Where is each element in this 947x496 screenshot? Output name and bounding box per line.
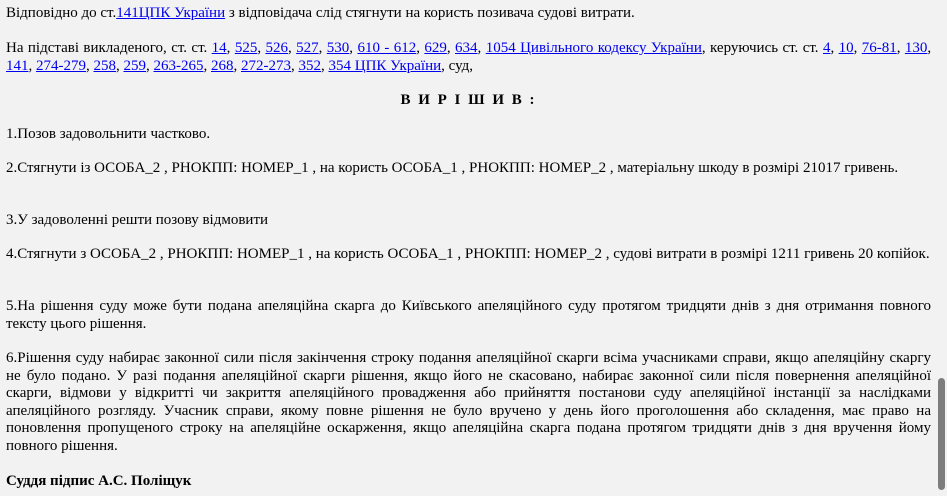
cpc-article-link[interactable]: 274-279: [36, 57, 86, 74]
cpc-article-link[interactable]: 10: [838, 40, 854, 56]
cpc-article-link[interactable]: 4: [822, 40, 831, 56]
cpc-article-link[interactable]: 76-81: [861, 40, 897, 56]
cpc-article-link[interactable]: 268: [211, 57, 234, 74]
cpc-article-link[interactable]: 263-265: [153, 57, 204, 74]
cpc-article-link[interactable]: 141: [6, 57, 29, 74]
cpc-article-link[interactable]: 259: [123, 57, 146, 74]
costs-paragraph: [6, 5, 931, 23]
basis-intro: На підставі викладеного, ст. ст.: [6, 40, 212, 56]
basis-middle: , керуючись ст. ст.: [701, 40, 823, 56]
costs-text-before: Відповідно до ст.: [6, 5, 117, 21]
decision-item-5: 5.На рішення суду може бути подана апеляційна скарга до Київського апеляційного суду протягом тридцяти днів з дня отримання повного тексту цього рішення.: [6, 298, 931, 332]
civil-article-link[interactable]: 634: [455, 40, 478, 56]
vertical-scrollbar[interactable]: [935, 0, 947, 496]
decision-item-3: 3.У задоволенні решти позову відмовити: [6, 212, 269, 228]
cpc-article-link[interactable]: 258: [93, 57, 116, 74]
cpc-article-141-link[interactable]: 141ЦПК України: [116, 5, 226, 21]
decision-item-1: 1.Позов задовольнити частково.: [6, 126, 211, 142]
civil-article-link[interactable]: 530: [326, 40, 350, 56]
cpc-article-link[interactable]: 130: [904, 40, 928, 56]
civil-article-link[interactable]: 526: [265, 40, 288, 56]
decision-item-6: 6.Рішення суду набирає законної сили після закінчення строку подання апеляційної скарги всіма учасниками справи, якщо апеляційну скаргу не було подано. У разі подання апеляційної скарги рішення, якщо його не скасовано, набирає законної сили після повернення апеляційної скарги, відмови у відкритті чи закриття апеляційного провадження або прийняття постанови суду апеляційної інстанції за наслідками апеляційного розгляду. Учасник справи, якому повне рішення не було вручено у день його проголошення або складення, має право на поновлення пропущеного строку на апеляційне оскарження, якщо апеляційна скарга подана протягом тридцяти днів з дня вручення йому повного рішення.: [6, 350, 931, 454]
civil-article-link[interactable]: 629: [424, 40, 447, 56]
civil-code-link[interactable]: 1054 Цивільного кодексу України: [485, 40, 702, 56]
civil-article-link[interactable]: 14: [211, 40, 227, 56]
decision-heading: В И Р І Ш И В :: [400, 92, 537, 108]
cpc-article-link[interactable]: 272-273: [241, 57, 291, 74]
costs-text-after: з відповідача слід стягнути на користь позивача судові витрати.: [225, 5, 635, 21]
scrollbar-thumb[interactable]: [938, 378, 945, 490]
cpc-code-link[interactable]: 354 ЦПК України: [328, 57, 442, 74]
judge-signature: Суддя підпис А.С. Поліщук: [6, 473, 192, 489]
basis-paragraph: На підставі викладеного, ст. ст. 14, 525, 526, 527, 530, 610 - 612, 629, 634, 1054 Цивільного кодексу України, керуючись ст. ст. 4, 10, 76-81, 130, 141, 274-279, 258, 259, 263-265, 268, 272-273, 352, 354 ЦПК України, суд,: [6, 40, 932, 74]
cpc-article-link[interactable]: 352: [298, 57, 321, 74]
civil-article-link[interactable]: 610 - 612: [357, 40, 417, 56]
decision-item-4: 4.Стягнути з ОСОБА_2 , РНОКПП: НОМЕР_1 , на користь ОСОБА_1 , РНОКПП: НОМЕР_2 , судові витрати в розмірі 1211 гривень 20 копійок.: [6, 246, 930, 262]
civil-article-link[interactable]: 525: [234, 40, 258, 56]
basis-ending: , суд,: [441, 57, 474, 74]
civil-article-link[interactable]: 527: [296, 40, 319, 56]
decision-item-2: 2.Стягнути із ОСОБА_2 , РНОКПП: НОМЕР_1 , на користь ОСОБА_1 , РНОКПП: НОМЕР_2 , матеріальну шкоду в розмірі 21017 гривень.: [6, 160, 899, 176]
